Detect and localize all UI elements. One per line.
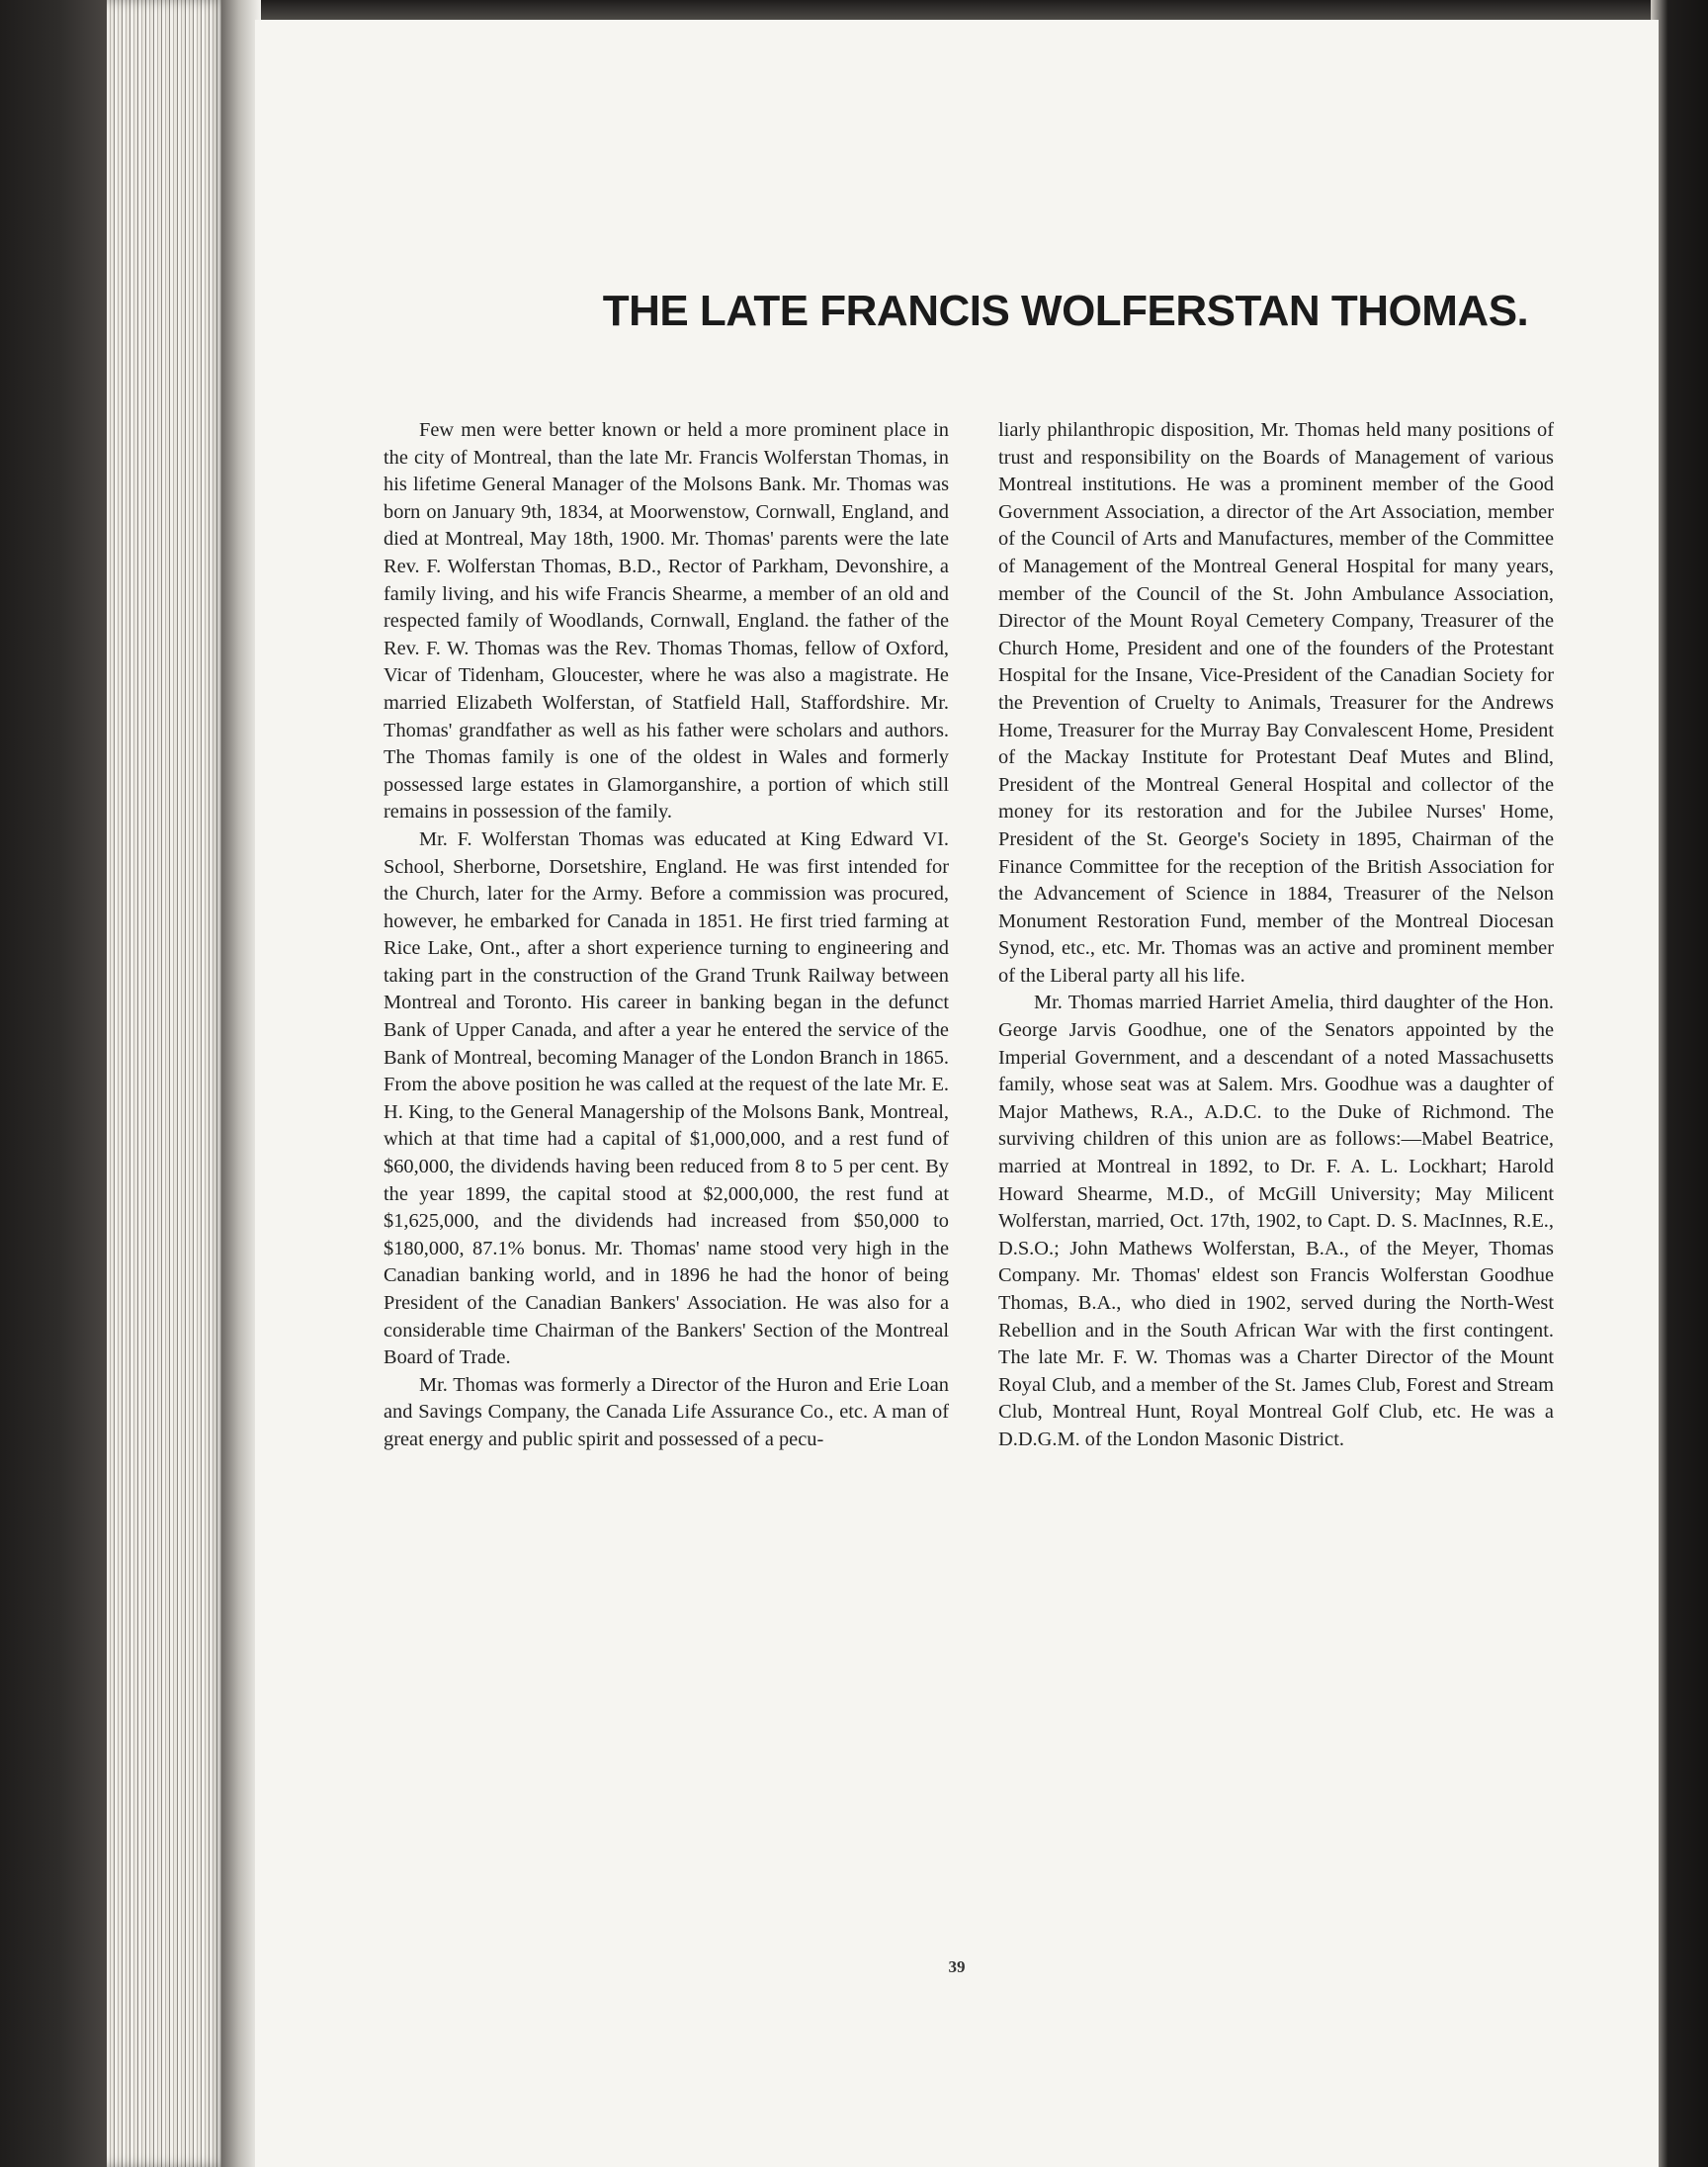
right-edge-shadow [1651, 0, 1708, 2167]
right-text-column [998, 417, 1554, 1454]
paragraph: Mr. F. Wolferstan Thomas was educated at King Edward VI. School, Sherborne, Dorsetshire, England. He was first intended for the Church, later for the Army. Before a commission was procured, however, he embarked for Canada in 1851. He first tried farming at Rice Lake, Ont., after a short experience turning to engineering and taking part in the construction of the Grand Trunk Railway between Montreal and Toronto. His career in banking began in the defunct Bank of Upper Canada, and after a year he entered the service of the Bank of Montreal, becoming Manager of the London Branch in 1865. From the above position he was called at the request of the late Mr. E. H. King, to the General Managership of the Molsons Bank, Montreal, which at that time had a capital of $1,000,000, and a rest fund of $60,000, the dividends having been reduced from 8 to 5 per cent. By the year 1899, the capital stood at $2,000,000, the rest fund at $1,625,000, and the dividends had increased from $50,000 to $180,000, 87.1% bonus. Mr. Thomas' name stood very high in the Canadian banking world, and in 1896 he had the honor of being President of the Canadian Bankers' Association. He was also for a considerable time Chairman of the Bankers' Section of the Montreal Board of Trade. [384, 827, 949, 1369]
page-number: 39 [948, 1957, 966, 1976]
paragraph: liarly philanthropic disposition, Mr. Thomas held many positions of trust and responsibility on the Boards of Management of various Montreal institutions. He was a prominent member of the Good Government Association, a director of the Art Association, member of the Council of Arts and Manufactures, member of the Committee of Management of the Montreal General Hospital for many years, member of the Council of the St. John Ambulance Association, Director of the Mount Royal Cemetery Company, Treasurer of the Church Home, President and one of the founders of the Protestant Hospital for the Insane, Vice-President of the Canadian Society for the Prevention of Cruelty to Animals, Treasurer for the Andrews Home, Treasurer for the Murray Bay Convalescent Home, President of the Mackay Institute for Protestant Deaf Mutes and Blind, President of the Montreal General Hospital and collector of the money for its restoration and for the Jubilee Nurses' Home, President of the St. George's Society in 1895, Chairman of the Finance Committee for the reception of the British Association for the Advancement of Science in 1884, Treasurer of the Nelson Monument Restoration Fund, member of the Montreal Diocesan Synod, etc., etc. Mr. Thomas was an active and prominent member of the Liberal party all his life. [998, 419, 1554, 987]
paragraph: Few men were better known or held a more prominent place in the city of Montreal, than the late Mr. Francis Wolferstan Thomas, in his lifetime General Manager of the Molsons Bank. Mr. Thomas was born on January 9th, 1834, at Moorwenstow, Cornwall, England, and died at Montreal, May 18th, 1900. Mr. Thomas' parents were the late Rev. F. Wolferstan Thomas, B.D., Rector of Parkham, Devonshire, a family living, and his wife Francis Shearme, a member of an old and respected family of Woodlands, Cornwall, England. the father of the Rev. F. W. Thomas was the Rev. Thomas Thomas, fellow of Oxford, Vicar of Tidenham, Gloucester, where he was also a magistrate. He married Elizabeth Wolferstan, of Statfield Hall, Staffordshire. Mr. Thomas' grandfather as well as his father were scholars and authors. The Thomas family is one of the oldest in Wales and formerly possessed large estates in Glamorganshire, a portion of which still remains in possession of the family. [384, 419, 949, 823]
paragraph: Mr. Thomas was formerly a Director of the Huron and Erie Loan and Savings Company, the Canada Life Assurance Co., etc. A man of great energy and public spirit and possessed of a pecu- [384, 1373, 949, 1450]
paragraph: Mr. Thomas married Harriet Amelia, third daughter of the Hon. George Jarvis Goodhue, one of the Senators appointed by the Imperial Government, and a descendant of a noted Massachusetts family, whose seat was at Salem. Mrs. Goodhue was a daughter of Major Mathews, R.A., A.D.C. to the Duke of Richmond. The surviving children of this union are as follows:—Mabel Beatrice, married at Montreal in 1892, to Dr. F. A. L. Lockhart; Harold Howard Shearme, M.D., of McGill University; May Milicent Wolferstan, married, Oct. 17th, 1902, to Capt. D. S. MacInnes, R.E., D.S.O.; John Mathews Wolferstan, B.A., of the Meyer, Thomas Company. Mr. Thomas' eldest son Francis Wolferstan Goodhue Thomas, B.A., who died in 1902, served during the North-West Rebellion and in the South African War with the first contingent. The late Mr. F. W. Thomas was a Charter Director of the Mount Royal Club, and a member of the St. James Club, Forest and Stream Club, Montreal Hunt, Royal Montreal Golf Club, etc. He was a D.D.G.M. of the London Masonic District. [998, 992, 1554, 1450]
book-page [255, 20, 1659, 2167]
book-cover-edge [0, 0, 109, 2167]
left-text-column [384, 417, 949, 1454]
article-title: THE LATE FRANCIS WOLFERSTAN THOMAS. [602, 287, 1529, 335]
stacked-page-edges [107, 0, 227, 2167]
